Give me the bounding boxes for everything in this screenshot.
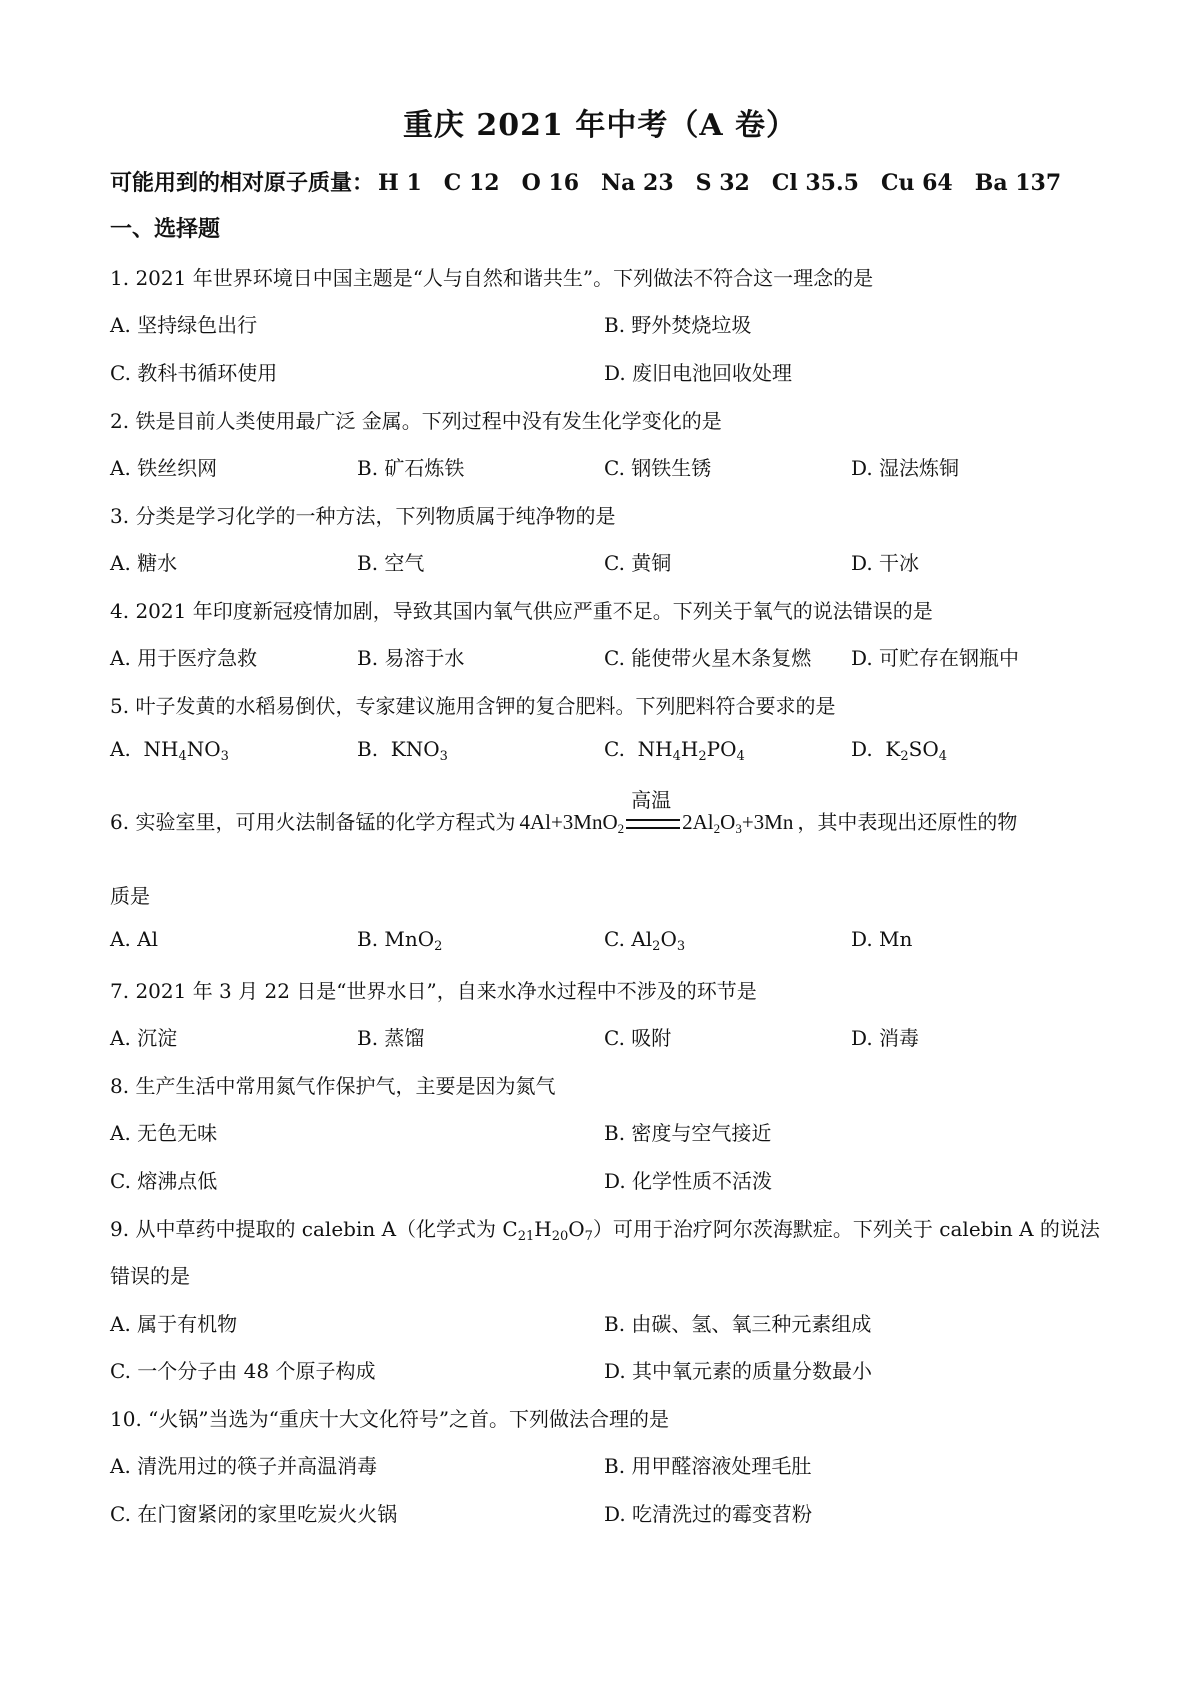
question-6-stem-line2: 质是	[110, 884, 150, 908]
atomic-mass-cu: Cu 64	[880, 170, 953, 196]
question-2-option-d: D. 湿法炼铜	[851, 456, 960, 480]
question-3-option-a: A. 糖水	[110, 551, 178, 575]
question-9-stem: 9. 从中草药中提取的 calebin A（化学式为 $C_{21}H_{20}O_7$）可用于治疗阿尔茨海默症。下列关于 calebin A 的说法	[110, 1217, 1100, 1244]
question-4-option-c: C. 能使带火星木条复燃	[604, 646, 812, 670]
question-2-option-c: C. 钢铁生锈	[604, 456, 712, 480]
question-10-option-c: C. 在门窗紧闭的家里吃炭火火锅	[110, 1502, 398, 1526]
question-10-stem: 10. “火锅”当选为“重庆十大文化符号”之首。下列做法合理的是	[110, 1407, 670, 1431]
question-7-option-c: C. 吸附	[604, 1026, 672, 1050]
atomic-mass-c: C 12	[443, 170, 500, 196]
atomic-mass-s: S 32	[695, 170, 750, 196]
question-4-option-a: A. 用于医疗急救	[110, 646, 258, 670]
question-1-option-c: C. 教科书循环使用	[110, 361, 278, 385]
question-7-option-d: D. 消毒	[851, 1026, 920, 1050]
question-10-option-d: D. 吃清洗过的霉变苕粉	[604, 1502, 813, 1526]
question-3-option-d: D. 干冰	[851, 551, 920, 575]
question-2-stem: 2. 铁是目前人类使用最广泛 金属。下列过程中没有发生化学变化的是	[110, 409, 722, 433]
question-3-option-b: B. 空气	[357, 551, 425, 575]
atomic-mass-o: O 16	[521, 170, 580, 196]
question-9-option-d: D. 其中氧元素的质量分数最小	[604, 1359, 873, 1383]
question-6-option-a: A. Al	[110, 927, 158, 951]
question-5-option-a: A. $NH_4NO_3$	[110, 737, 229, 764]
question-10-option-a: A. 清洗用过的筷子并高温消毒	[110, 1454, 378, 1478]
equals-sign	[626, 819, 680, 829]
question-5-option-c: C. $NH_4H_2PO_4$	[604, 737, 745, 764]
question-4-option-b: B. 易溶于水	[357, 646, 465, 670]
chemical-equation: 4Al+3MnO$_2$ 高温 $2Al_2O_3+3Mn$	[519, 810, 793, 837]
question-5-option-b: B. $KNO_3$	[357, 737, 448, 764]
question-9-option-b: B. 由碳、氢、氧三种元素组成	[604, 1312, 872, 1336]
question-5-option-d: D. $K_2SO_4$	[851, 737, 948, 764]
atomic-mass-cl: Cl 35.5	[771, 170, 859, 196]
question-8-option-a: A. 无色无味	[110, 1121, 218, 1145]
question-1-option-d: D. 废旧电池回收处理	[604, 361, 793, 385]
atomic-masses	[110, 166, 1083, 197]
question-7-stem: 7. 2021 年 3 月 22 日是“世界水日”，自来水净水过程中不涉及的环节是	[110, 979, 757, 1003]
question-2-option-b: B. 矿石炼铁	[357, 456, 465, 480]
question-2-option-a: A. 铁丝织网	[110, 456, 218, 480]
section-heading: 一、选择题	[110, 216, 221, 242]
question-5-stem: 5. 叶子发黄的水稻易倒伏，专家建议施用含钾的复合肥料。下列肥料符合要求的是	[110, 694, 836, 718]
question-7-option-a: A. 沉淀	[110, 1026, 178, 1050]
question-4-option-d: D. 可贮存在钢瓶中	[851, 646, 1020, 670]
question-1-stem: 1. 2021 年世界环境日中国主题是“人与自然和谐共生”。下列做法不符合这一理念的是	[110, 266, 874, 290]
question-3-stem: 3. 分类是学习化学的一种方法，下列物质属于纯净物的是	[110, 504, 616, 528]
question-9-option-c: C. 一个分子由 48 个原子构成	[110, 1359, 376, 1383]
question-3-option-c: C. 黄铜	[604, 551, 672, 575]
question-6-option-b: B. MnO$_2$	[357, 927, 443, 954]
question-8-stem: 8. 生产生活中常用氮气作保护气，主要是因为氮气	[110, 1074, 556, 1098]
question-6-option-c: C. $Al_2O_3$	[604, 927, 686, 954]
question-8-option-b: B. 密度与空气接近	[604, 1121, 772, 1145]
question-10-option-b: B. 用甲醛溶液处理毛肚	[604, 1454, 812, 1478]
atomic-masses-label: 可能用到的相对原子质量：	[110, 170, 375, 196]
reaction-condition: 高温	[631, 790, 672, 812]
atomic-mass-h: H 1	[378, 170, 422, 196]
question-4-stem: 4. 2021 年印度新冠疫情加剧，导致其国内氧气供应严重不足。下列关于氧气的说法错误的是	[110, 599, 933, 623]
atomic-mass-na: Na 23	[601, 170, 674, 196]
question-1-option-a: A. 坚持绿色出行	[110, 313, 258, 337]
question-8-option-d: D. 化学性质不活泼	[604, 1169, 773, 1193]
page-title: 重庆 2021 年中考（A 卷）	[402, 108, 798, 143]
question-6-option-d: D. Mn	[851, 927, 913, 951]
question-9-stem-line2: 错误的是	[110, 1264, 190, 1288]
question-9-option-a: A. 属于有机物	[110, 1312, 238, 1336]
atomic-mass-ba: Ba 137	[974, 170, 1062, 196]
question-8-option-c: C. 熔沸点低	[110, 1169, 218, 1193]
question-6-stem: 6. 实验室里，可用火法制备锰的化学方程式为 4Al+3MnO$_2$ 高温 $2Al_2O_3+3Mn$ ，其中表现出还原性的物	[110, 806, 1017, 837]
question-1-option-b: B. 野外焚烧垃圾	[604, 313, 752, 337]
question-7-option-b: B. 蒸馏	[357, 1026, 425, 1050]
